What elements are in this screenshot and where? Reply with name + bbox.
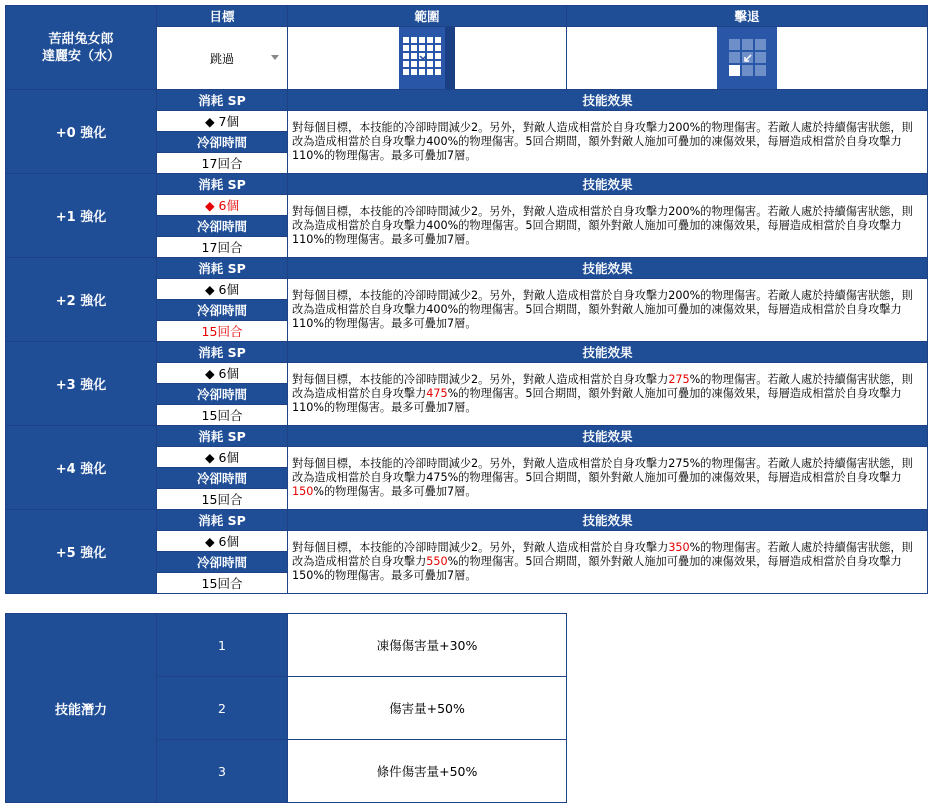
- potential-table: [5, 613, 567, 803]
- range-tile: [435, 45, 441, 51]
- skill-description: [288, 195, 927, 257]
- knockback-tile: [742, 65, 753, 76]
- skill-effect-header: 技能效果: [288, 258, 927, 278]
- range-tile: [411, 37, 417, 43]
- range-tile: [403, 69, 409, 75]
- range-tile: [427, 45, 433, 51]
- sp-cost-value: ◆ 6個: [157, 279, 287, 299]
- range-tile: [403, 53, 409, 59]
- description-segment: %的物理傷害。若敵人處於持續傷害狀態，則改為造成相當於自身攻擊力: [292, 373, 913, 400]
- description-segment: 475: [426, 387, 448, 400]
- cooldown-header: 冷卻時間: [157, 216, 287, 236]
- cooldown-header: 冷卻時間: [157, 132, 287, 152]
- range-tile: [427, 53, 433, 59]
- level-label: +2 強化: [6, 258, 156, 341]
- description-segment: 對每個目標，本技能的冷卻時間減少2。另外，對敵人造成相當於自身攻擊力200%的物理傷害。若敵人處於持續傷害狀態，則改為造成相當於自身攻擊力400%的物理傷害。5回合期間，額外對敵人施加可疊加的凍傷效果，每層造成相當於自身攻擊力110%的物理傷害。最多可疊加7層。: [292, 289, 913, 330]
- sp-cost-header: 消耗 SP: [157, 174, 287, 194]
- cooldown-header: 冷卻時間: [157, 552, 287, 572]
- sp-cost-value: ◆ 6個: [157, 531, 287, 551]
- level-label: +4 強化: [6, 426, 156, 509]
- cooldown-header: 冷卻時間: [157, 300, 287, 320]
- skill-effect-header: 技能效果: [288, 90, 927, 110]
- sp-cost-header: 消耗 SP: [157, 90, 287, 110]
- range-grid-icon: [399, 27, 455, 89]
- potential-value: 條件傷害量+50%: [288, 740, 566, 802]
- knockback-tile: [755, 65, 766, 76]
- skill-description: [288, 447, 927, 509]
- character-name-line2: 達麗安（水）: [41, 48, 120, 64]
- potential-number: 1: [157, 614, 287, 676]
- range-tile: [435, 53, 441, 59]
- range-tile: [403, 45, 409, 51]
- range-tile: [427, 37, 433, 43]
- knockback-tile: [729, 65, 740, 76]
- skill-effect-header: 技能效果: [288, 174, 927, 194]
- skill-table: [5, 5, 928, 90]
- chevron-down-icon: [271, 55, 279, 60]
- description-segment: %的物理傷害。最多可疊加7層。: [313, 485, 477, 498]
- knockback-tile: [729, 52, 740, 63]
- range-tile: [411, 53, 417, 59]
- skill-description: [288, 531, 927, 593]
- col-range-header: 範圍: [288, 6, 566, 26]
- knockback-tile: [755, 52, 766, 63]
- range-tile: [419, 61, 425, 67]
- range-tile: [403, 61, 409, 67]
- skill-effect-header: 技能效果: [288, 510, 927, 530]
- description-segment: 對每個目標，本技能的冷卻時間減少2。另外，對敵人造成相當於自身攻擊力: [292, 373, 669, 386]
- description-segment: 對每個目標，本技能的冷卻時間減少2。另外，對敵人造成相當於自身攻擊力275%的物理傷害。若敵人處於持續傷害狀態，則改為造成相當於自身攻擊力475%的物理傷害。5回合期間，額外對敵人施加可疊加的凍傷效果，每層造成相當於自身攻擊力: [292, 457, 913, 484]
- range-tile: [419, 69, 425, 75]
- skill-description: [288, 363, 927, 425]
- range-tile: [419, 37, 425, 43]
- level-label: +1 強化: [6, 174, 156, 257]
- sp-cost-header: 消耗 SP: [157, 510, 287, 530]
- description-segment: 275: [668, 373, 690, 386]
- sp-cost-header: 消耗 SP: [157, 342, 287, 362]
- cooldown-value: 15回合: [157, 573, 287, 593]
- range-tile: [411, 45, 417, 51]
- range-tile: [403, 37, 409, 43]
- sp-cost-value: ◆ 6個: [157, 447, 287, 467]
- cooldown-value: 15回合: [157, 321, 287, 341]
- potential-number: 3: [157, 740, 287, 802]
- knockback-tile: [755, 39, 766, 50]
- description-segment: %的物理傷害。5回合期間，額外對敵人施加可疊加的凍傷效果，每層造成相當於自身攻擊力110%的物理傷害。最多可疊加7層。: [292, 387, 902, 414]
- sp-cost-value: ◆ 7個: [157, 111, 287, 131]
- skill-effect-header: 技能效果: [288, 426, 927, 446]
- description-segment: 150: [292, 485, 314, 498]
- cooldown-header: 冷卻時間: [157, 384, 287, 404]
- description-segment: %的物理傷害。5回合期間，額外對敵人施加可疊加的凍傷效果，每層造成相當於自身攻擊力150%的物理傷害。最多可疊加7層。: [292, 555, 902, 582]
- cooldown-value: 15回合: [157, 405, 287, 425]
- cooldown-value: 17回合: [157, 237, 287, 257]
- skill-effect-header: 技能效果: [288, 342, 927, 362]
- range-tile: [411, 69, 417, 75]
- potential-number: 2: [157, 677, 287, 739]
- range-tile: [427, 61, 433, 67]
- target-value: 跳過: [209, 51, 234, 66]
- potential-value: 凍傷傷害量+30%: [288, 614, 566, 676]
- description-segment: 對每個目標，本技能的冷卻時間減少2。另外，對敵人造成相當於自身攻擊力200%的物理傷害。若敵人處於持續傷害狀態，則改為造成相當於自身攻擊力400%的物理傷害。5回合期間，額外對敵人施加可疊加的凍傷效果，每層造成相當於自身攻擊力110%的物理傷害。最多可疊加7層。: [292, 121, 913, 162]
- range-tile: [411, 61, 417, 67]
- character-name: [6, 6, 156, 89]
- cooldown-value: 15回合: [157, 489, 287, 509]
- knockback-tile: [742, 39, 753, 50]
- sp-cost-header: 消耗 SP: [157, 426, 287, 446]
- range-tile: [427, 69, 433, 75]
- range-tile: [435, 69, 441, 75]
- range-tile: [435, 61, 441, 67]
- character-name-line1: 苦甜兔女郎: [48, 31, 114, 47]
- level-label: +0 強化: [6, 90, 156, 173]
- potential-label: 技能潛力: [6, 614, 156, 802]
- skill-description: [288, 279, 927, 341]
- level-label: +5 強化: [6, 510, 156, 593]
- sp-cost-value: ◆ 6個: [157, 195, 287, 215]
- description-segment: 350: [668, 541, 690, 554]
- description-segment: %的物理傷害。若敵人處於持續傷害狀態，則改為造成相當於自身攻擊力: [292, 541, 913, 568]
- potential-value: 傷害量+50%: [288, 677, 566, 739]
- cooldown-value: 17回合: [157, 153, 287, 173]
- description-segment: 對每個目標，本技能的冷卻時間減少2。另外，對敵人造成相當於自身攻擊力: [292, 541, 669, 554]
- knockback-tile: [729, 39, 740, 50]
- target-dropdown[interactable]: [157, 27, 287, 89]
- range-tile: [435, 37, 441, 43]
- range-cell: [288, 27, 566, 89]
- levels-table: [5, 90, 928, 594]
- col-knockback-header: 擊退: [567, 6, 927, 26]
- sp-cost-header: 消耗 SP: [157, 258, 287, 278]
- col-target-header: 目標: [157, 6, 287, 26]
- knockback-grid-icon: [717, 27, 777, 89]
- skill-description: [288, 111, 927, 173]
- cooldown-header: 冷卻時間: [157, 468, 287, 488]
- level-label: +3 強化: [6, 342, 156, 425]
- sp-cost-value: ◆ 6個: [157, 363, 287, 383]
- description-segment: 對每個目標，本技能的冷卻時間減少2。另外，對敵人造成相當於自身攻擊力200%的物理傷害。若敵人處於持續傷害狀態，則改為造成相當於自身攻擊力400%的物理傷害。5回合期間，額外對敵人施加可疊加的凍傷效果，每層造成相當於自身攻擊力110%的物理傷害。最多可疊加7層。: [292, 205, 913, 246]
- knockback-cell: [567, 27, 927, 89]
- range-tile: [419, 45, 425, 51]
- description-segment: 550: [426, 555, 448, 568]
